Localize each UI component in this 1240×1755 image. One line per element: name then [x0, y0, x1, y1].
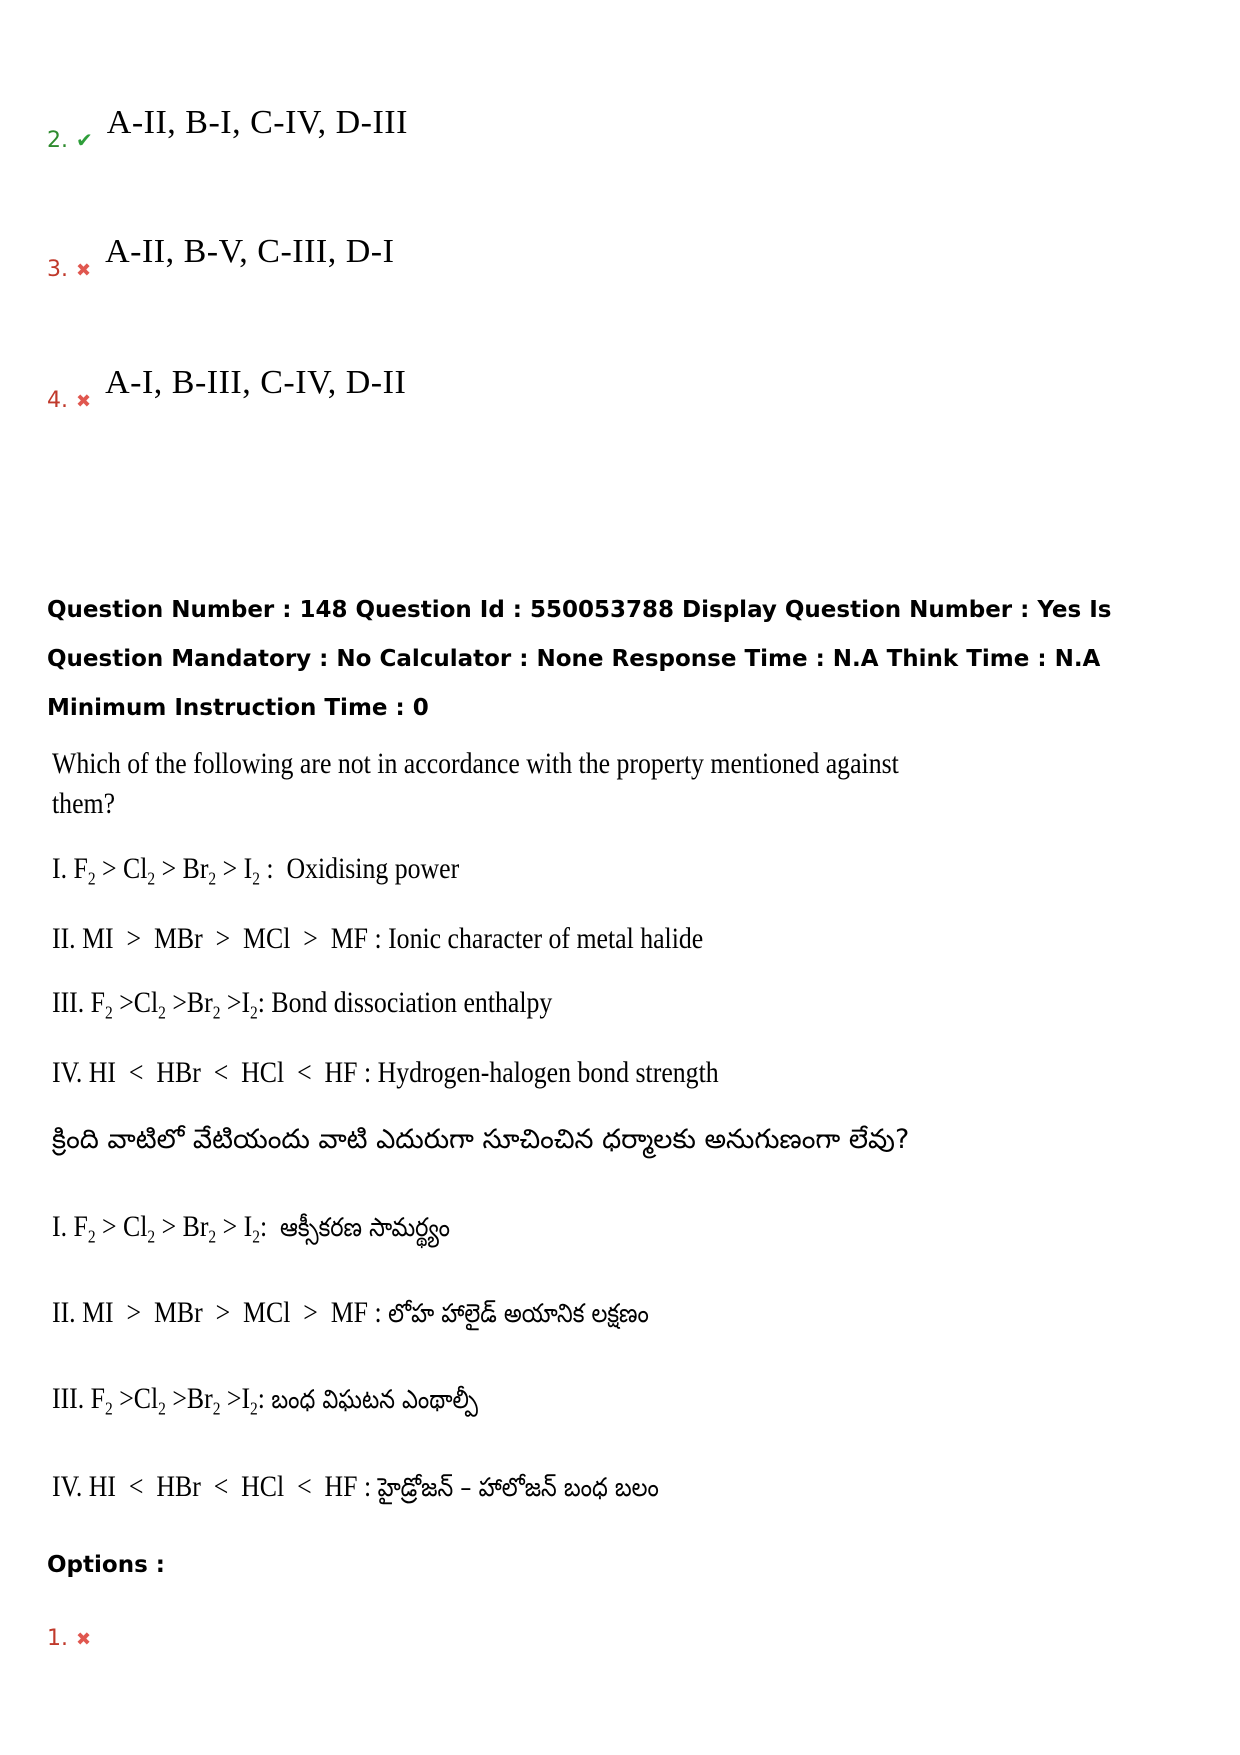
- statement-2-en: [52, 922, 703, 956]
- statement-property: Oxidising power: [286, 852, 460, 885]
- statement-1-en: I. $F_2 > Cl_2 > Br_2 > I_2$ : Oxidising power: [52, 852, 460, 889]
- statement-4-en: [52, 1056, 719, 1090]
- statement-property: Hydrogen-halogen bond strength: [377, 1056, 719, 1089]
- statement-label: IV.: [52, 1470, 83, 1503]
- statement-label: I.: [52, 852, 68, 885]
- question-meta: Question Number : 148 Question Id : 550053788 Display Question Number : Yes Is Question Mandatory : No Calculator : None Response Time : N.A Think Time : N.A Minimum Instruction Time : 0: [47, 597, 1112, 721]
- option-number: 1.: [47, 1626, 68, 1651]
- options-label: Options :: [47, 1552, 165, 1578]
- statement-property: బంధ విఘటన ఎంథాల్పీ: [271, 1385, 478, 1415]
- question-prompt-en: Which of the following are not in accordance with the property mentioned against them?: [52, 747, 899, 820]
- option-number: 2.: [47, 128, 68, 153]
- option-text: A-II, B-I, C-IV, D-III: [106, 104, 408, 141]
- statement-formula: HI < HBr < HCl < HF :: [88, 1470, 372, 1503]
- statement-property: ఆక్సీకరణ సామర్థ్యం: [280, 1213, 450, 1243]
- statement-label: III.: [52, 986, 85, 1019]
- statement-formula: HI < HBr < HCl < HF :: [88, 1056, 372, 1089]
- statement-property: హైడ్రోజన్ – హాలోజన్ బంధ బలం: [377, 1473, 659, 1503]
- statement-3-en: III. $F_2 >Cl_2 >Br_2 >I_2$: Bond dissociation enthalpy: [52, 986, 553, 1023]
- statement-label: II.: [52, 922, 76, 955]
- statement-2-te: [52, 1296, 649, 1335]
- option-text: A-I, B-III, C-IV, D-II: [105, 364, 407, 401]
- statement-label: IV.: [52, 1056, 83, 1089]
- check-icon: ✔: [76, 128, 93, 152]
- statement-4-te: [52, 1470, 659, 1509]
- option-number: 4.: [47, 388, 68, 413]
- statement-formula: MI > MBr > MCl > MF :: [82, 1296, 382, 1329]
- cross-icon: ✖: [76, 1629, 92, 1650]
- option-row-4: [47, 364, 407, 416]
- statement-1-te: I. $F_2 > Cl_2 > Br_2 > I_2$: ఆక్సీకరణ సామర్థ్యం: [52, 1210, 450, 1247]
- question-prompt-te: క్రింది వాటిలో వేటియందు వాటి ఎదురుగా సూచించిన ధర్మాలకు అనుగుణంగా లేవు?: [52, 1124, 910, 1155]
- option-text: A-II, B-V, C-III, D-I: [105, 233, 395, 270]
- statement-label: III.: [52, 1382, 85, 1415]
- statement-property: లోహ హాలైడ్ అయానిక లక్షణం: [388, 1299, 649, 1329]
- statement-3-te: III. $F_2 >Cl_2 >Br_2 >I_2$: బంధ విఘటన ఎంథాల్పీ: [52, 1382, 478, 1419]
- statement-property: Bond dissociation enthalpy: [271, 986, 553, 1019]
- statement-property: Ionic character of metal halide: [388, 922, 704, 955]
- statement-label: I.: [52, 1210, 68, 1243]
- statement-formula: MI > MBr > MCl > MF :: [82, 922, 382, 955]
- statement-label: II.: [52, 1296, 76, 1329]
- cross-icon: ✖: [76, 260, 92, 281]
- option-number: 3.: [47, 257, 68, 282]
- option-row-1: [47, 1626, 105, 1651]
- cross-icon: ✖: [76, 391, 92, 412]
- option-row-2: [47, 104, 408, 156]
- option-row-3: [47, 233, 395, 285]
